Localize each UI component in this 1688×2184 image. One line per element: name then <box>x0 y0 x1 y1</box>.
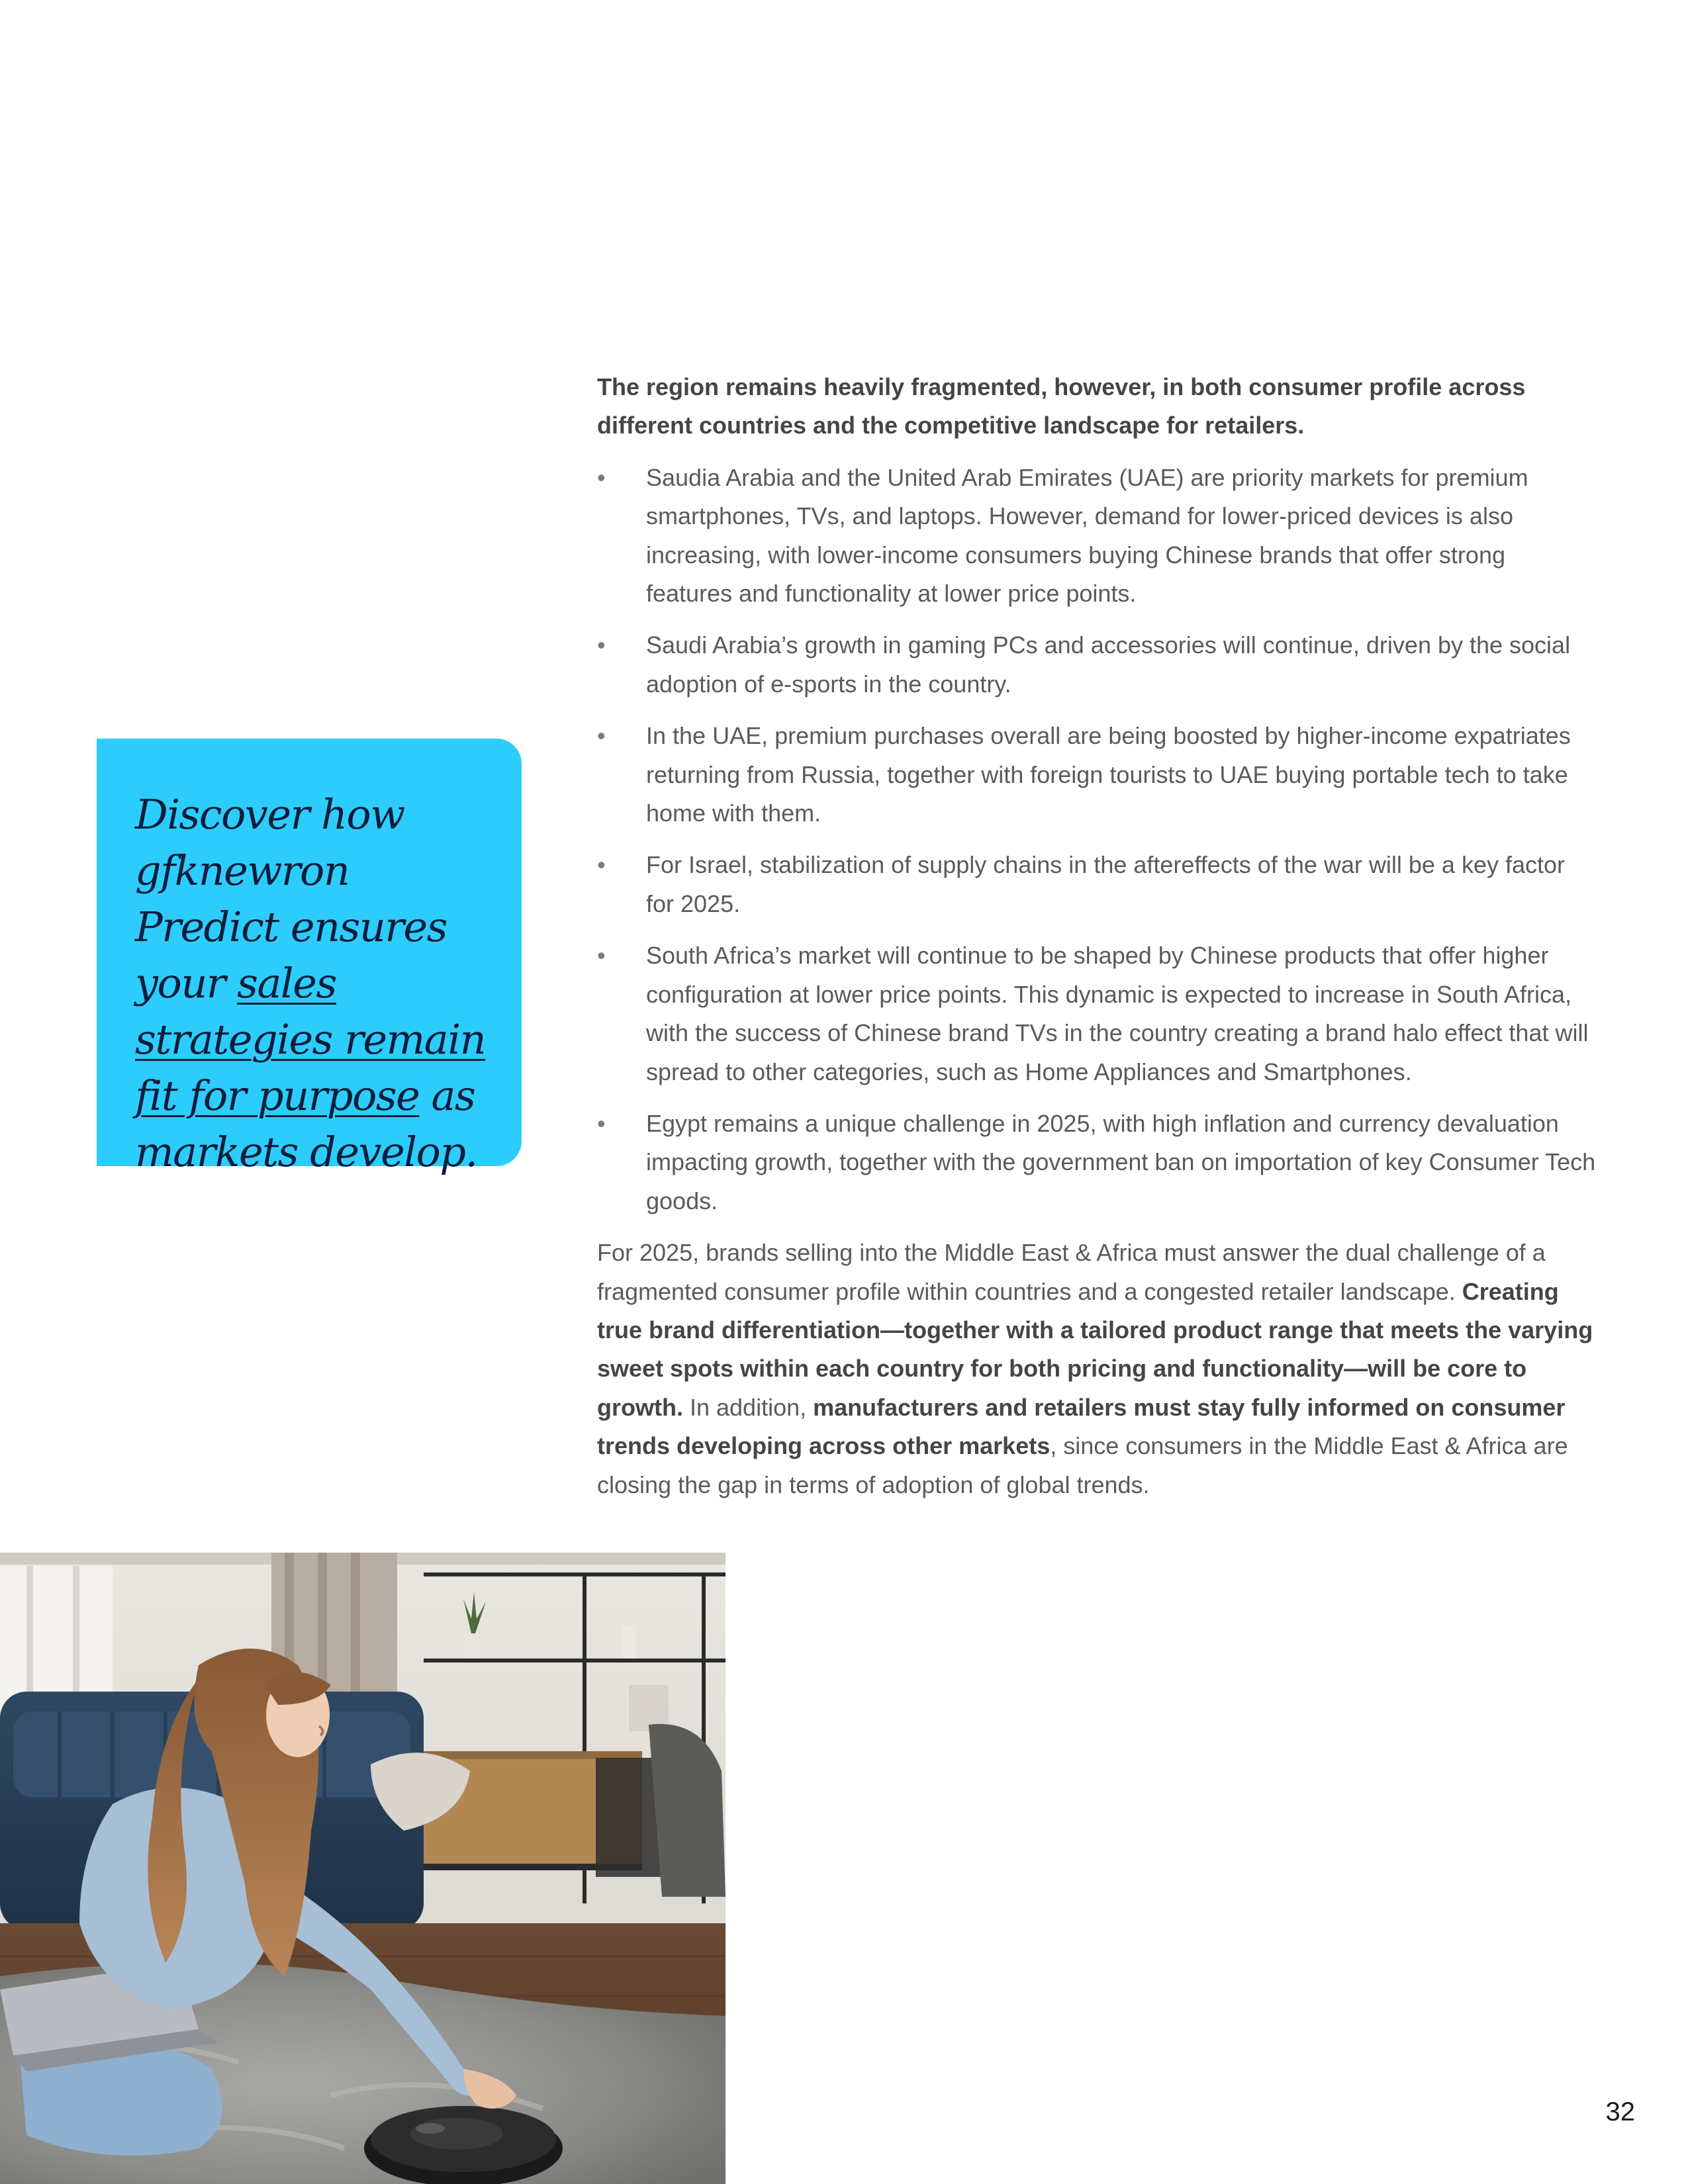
closing-text: For 2025, brands selling into the Middle East & Africa must answer the dual challenge of a fragmented consumer profile within countries and a congested retailer landscape. <box>597 1239 1546 1305</box>
bullet-item <box>597 846 1597 923</box>
bullet-text: For Israel, stabilization of supply chains in the aftereffects of the war will be a key factor for 2025. <box>646 851 1566 917</box>
bullet-text: South Africa’s market will continue to be shaped by Chinese products that offer higher configuration at lower price points. This dynamic is expected to increase in South Africa, with the success of Chinese brand TVs in the country creating a brand halo effect that will spread to other categories, such as Home Appliances and Smartphones. <box>646 942 1589 1085</box>
callout-box <box>97 739 522 1176</box>
callout-text <box>135 786 495 1180</box>
bullet-dot-icon: • <box>597 463 606 491</box>
bullet-item <box>597 626 1597 704</box>
closing-emphasis: Creating true brand differentiation—together with a tailored product range that meets the varying sweet spots within each country for both pricing and functionality—will be core to growth. <box>597 1277 1593 1421</box>
bullet-text: Saudia Arabia and the United Arab Emirates (UAE) are priority markets for premium smartphones, TVs, and laptops. However, demand for lower-priced devices is also increasing, with lower-income consumers buying Chinese brands that offer strong features and functionality at lower price points. <box>646 463 1528 608</box>
bullet-dot-icon: • <box>597 722 606 750</box>
closing-emphasis: manufacturers and retailers must stay fully informed on consumer trends developing across other markets <box>597 1393 1566 1460</box>
bullet-dot-icon: • <box>597 942 606 970</box>
callout-link[interactable]: sales strategies remain fit for purpose <box>135 959 486 1120</box>
photo-illustration <box>0 1553 726 2184</box>
main-text-column <box>597 368 1597 1504</box>
bullet-dot-icon: • <box>597 1109 606 1137</box>
photo-girl-laptop-robot-vacuum <box>0 1553 726 2184</box>
bullet-item <box>597 717 1597 833</box>
bullet-text: Saudi Arabia’s growth in gaming PCs and accessories will continue, driven by the social adoption of e-sports in the country. <box>646 631 1571 698</box>
callout-text-end: as markets develop. <box>135 1071 477 1176</box>
closing-text: In addition, <box>682 1393 814 1421</box>
bullet-item <box>597 459 1597 614</box>
bullet-list <box>597 459 1597 1220</box>
closing-text: , since consumers in the Middle East & Africa are closing the gap in terms of adoption of global trends. <box>597 1432 1568 1498</box>
closing-paragraph <box>597 1234 1597 1504</box>
bullet-text: Egypt remains a unique challenge in 2025, with high inflation and currency devaluation impacting growth, together with the government ban on importation of key Consumer Tech goods. <box>646 1109 1596 1214</box>
bullet-item <box>597 1105 1597 1220</box>
bullet-item <box>597 936 1597 1091</box>
lead-paragraph: The region remains heavily fragmented, however, in both consumer profile across different countries and the competitive landscape for retailers. <box>597 373 1526 439</box>
bullet-text: In the UAE, premium purchases overall are being boosted by higher-income expatriates returning from Russia, together with foreign tourists to UAE buying portable tech to take home with them. <box>646 722 1571 827</box>
bullet-dot-icon: • <box>597 851 606 879</box>
bullet-dot-icon: • <box>597 631 606 659</box>
page-number: 32 <box>1605 2097 1635 2126</box>
callout-text-start: Discover how gfknewron Predict ensures your <box>135 790 447 1007</box>
